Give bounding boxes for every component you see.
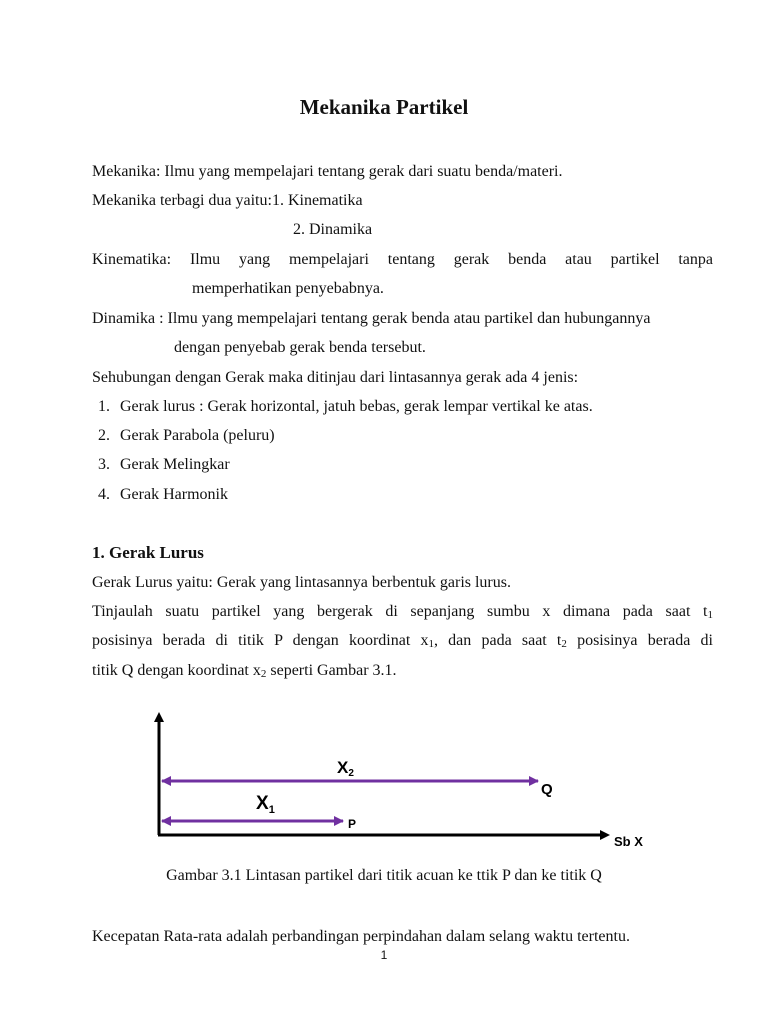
paragraph-text: , dan pada saat t bbox=[433, 632, 562, 649]
definition-dinamika-line-1: Dinamika : Ilmu yang mempelajari tentang gerak benda atau partikel dan hubungannya bbox=[92, 310, 651, 327]
list-item-number: 2. bbox=[98, 427, 110, 444]
mekanika-division-line: Mekanika terbagi dua yaitu:1. Kinematika bbox=[92, 192, 363, 209]
kinematika-def-line-1: Ilmu yang mempelajari tentang gerak benda atau partikel tanpa bbox=[189, 251, 714, 268]
figure-caption: Gambar 3.1 Lintasan partikel dari titik acuan ke ttik P dan ke titik Q bbox=[166, 867, 602, 884]
list-item-number: 3. bbox=[98, 456, 110, 473]
list-item-text: Gerak Harmonik bbox=[120, 486, 228, 503]
paragraph-text: posisinya berada di titik P dengan koordinat x bbox=[92, 632, 429, 649]
list-item-text: Gerak Melingkar bbox=[120, 456, 230, 473]
label-x2: X2 bbox=[337, 758, 354, 779]
paragraph-line-3 bbox=[92, 661, 397, 681]
subscript: 2 bbox=[561, 638, 567, 650]
motion-types-intro: Sehubungan dengan Gerak maka ditinjau dari lintasannya gerak ada 4 jenis: bbox=[92, 369, 579, 386]
list-item-text: Gerak lurus : Gerak horizontal, jatuh bebas, gerak lempar vertikal ke atas. bbox=[120, 398, 593, 415]
figure-particle-path bbox=[140, 705, 680, 855]
paragraph-text: seperti Gambar 3.1. bbox=[266, 662, 397, 679]
list-item-text: Gerak Parabola (peluru) bbox=[120, 427, 275, 444]
paragraph-text: Tinjaulah suatu partikel yang bergerak di sepanjang sumbu x dimana pada saat t bbox=[92, 603, 708, 620]
subscript: 1 bbox=[428, 638, 434, 650]
label-point-q: Q bbox=[541, 781, 553, 798]
mekanika-division-item-2: 2. Dinamika bbox=[293, 221, 373, 238]
paragraph-line-1 bbox=[92, 602, 713, 622]
page-title: Mekanika Partikel bbox=[299, 95, 469, 119]
list-item-number: 1. bbox=[98, 398, 110, 415]
definition-kinematika bbox=[92, 250, 713, 270]
subscript: 1 bbox=[707, 609, 713, 621]
paragraph-text: titik Q dengan koordinat x bbox=[92, 662, 261, 679]
paragraph-line-2 bbox=[92, 631, 713, 651]
kinematika-def-line-2: memperhatikan penyebabnya. bbox=[192, 280, 384, 297]
definition-dinamika-line-2: dengan penyebab gerak benda tersebut. bbox=[174, 339, 426, 356]
paragraph-text: posisinya berada di bbox=[566, 632, 713, 649]
definition-mekanika: Mekanika: Ilmu yang mempelajari tentang gerak dari suatu benda/materi. bbox=[92, 163, 563, 180]
label-point-p: P bbox=[348, 817, 357, 831]
definition-gerak-lurus: Gerak Lurus yaitu: Gerak yang lintasannya berbentuk garis lurus. bbox=[92, 574, 511, 591]
kinematika-term: Kinematika: bbox=[92, 251, 172, 268]
label-x1: $X_1$ bbox=[256, 793, 275, 816]
x-axis-label: Sb X bbox=[614, 834, 643, 849]
section-heading: 1. Gerak Lurus bbox=[92, 543, 204, 562]
page-number: 1 bbox=[380, 948, 388, 962]
subscript: 2 bbox=[260, 668, 267, 680]
list-item-number: 4. bbox=[98, 486, 110, 503]
closing-sentence: Kecepatan Rata-rata adalah perbandingan perpindahan dalam selang waktu tertentu. bbox=[92, 928, 630, 945]
